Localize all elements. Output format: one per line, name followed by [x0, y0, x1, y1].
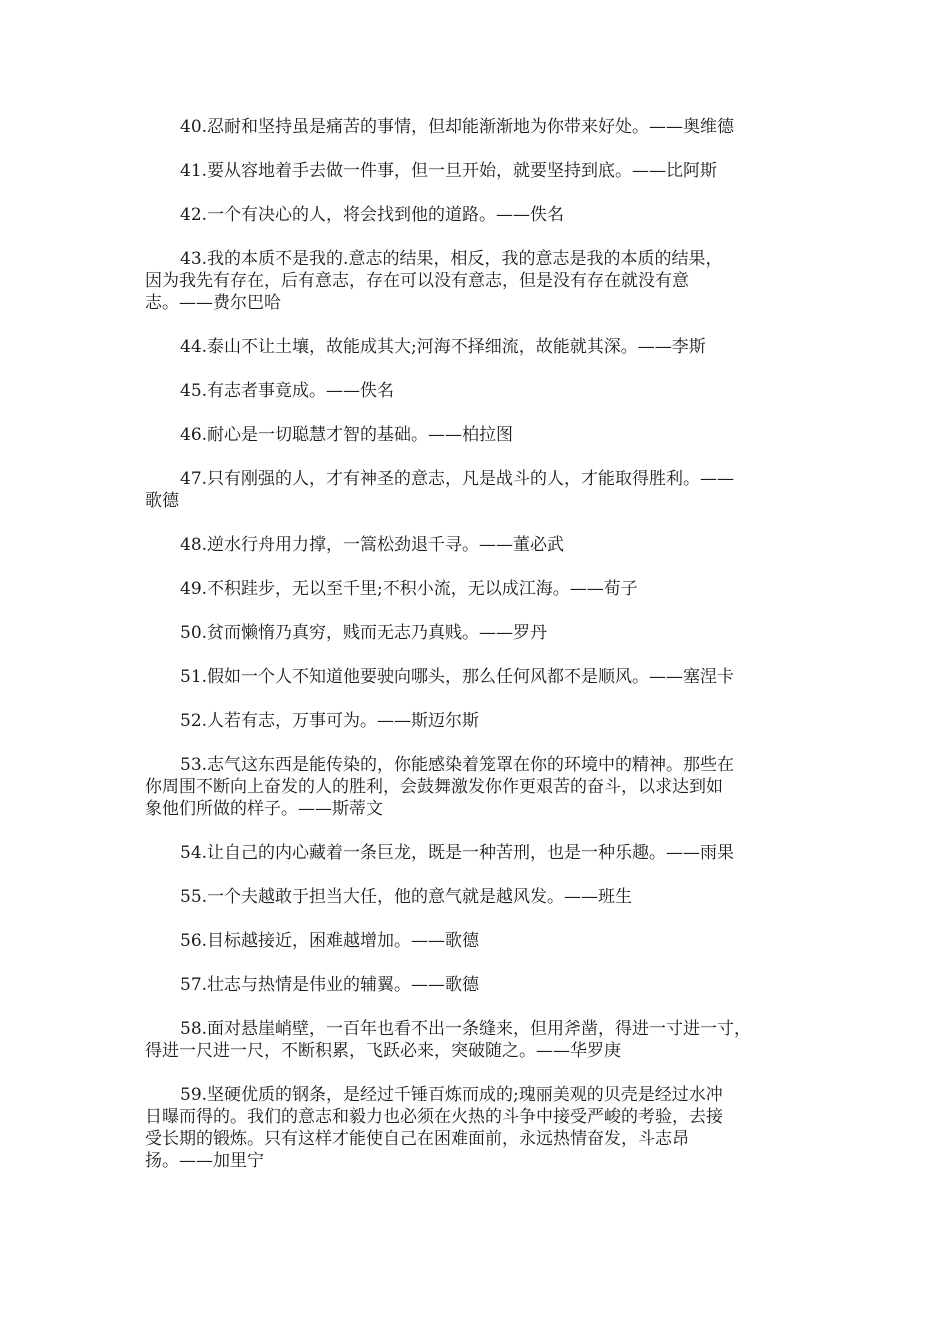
quote-line: 43.我的本质不是我的.意志的结果，相反，我的意志是我的本质的结果，: [180, 249, 723, 269]
quote-57: [145, 974, 815, 996]
quote-59: [145, 1084, 815, 1172]
quote-line: 志。——费尔巴哈: [145, 293, 281, 313]
quote-line: 48.逆水行舟用力撑，一篙松劲退千寻。——董必武: [180, 535, 565, 555]
quote-line: 58.面对悬崖峭壁，一百年也看不出一条缝来，但用斧凿，得进一寸进一寸，: [180, 1019, 752, 1039]
quote-line: 55.一个夫越敢于担当大任，他的意气就是越风发。——班生: [180, 887, 633, 907]
quote-line: 受长期的锻炼。只有这样才能使自己在困难面前，永远热情奋发，斗志昂: [145, 1129, 689, 1149]
quote-line: 因为我先有存在，后有意志，存在可以没有意志，但是没有存在就没有意: [145, 271, 689, 291]
quote-line: 得进一尺进一尺，不断积累，飞跃必来，突破随之。——华罗庚: [145, 1041, 621, 1061]
quote-40: [145, 116, 815, 138]
quote-line: 歌德: [145, 491, 179, 511]
quote-49: [145, 578, 815, 600]
quote-line: 59.坚硬优质的钢条，是经过千锤百炼而成的;瑰丽美观的贝壳是经过水冲: [180, 1085, 723, 1105]
quote-42: [145, 204, 815, 226]
quote-line: 45.有志者事竟成。——佚名: [180, 381, 395, 401]
quote-48: [145, 534, 815, 556]
quote-line: 49.不积跬步，无以至千里;不积小流，无以成江海。——荀子: [180, 579, 638, 599]
quote-line: 52.人若有志，万事可为。——斯迈尔斯: [180, 711, 480, 731]
quote-line: 41.要从容地着手去做一件事，但一旦开始，就要坚持到底。——比阿斯: [180, 161, 718, 181]
quote-50: [145, 622, 815, 644]
quote-line: 日曝而得的。我们的意志和毅力也必须在火热的斗争中接受严峻的考验，去接: [145, 1107, 723, 1127]
quote-44: [145, 336, 815, 358]
quote-line: 扬。——加里宁: [145, 1151, 264, 1171]
quote-52: [145, 710, 815, 732]
quote-line: 你周围不断向上奋发的人的胜利，会鼓舞激发你作更艰苦的奋斗，以求达到如: [145, 777, 723, 797]
quote-line: 57.壮志与热情是伟业的辅翼。——歌德: [180, 975, 480, 995]
quote-56: [145, 930, 815, 952]
quote-line: 44.泰山不让土壤，故能成其大;河海不择细流，故能就其深。——李斯: [180, 337, 706, 357]
quote-line: 47.只有刚强的人，才有神圣的意志，凡是战斗的人，才能取得胜利。——: [180, 469, 735, 489]
quote-51: [145, 666, 815, 688]
quote-line: 54.让自己的内心藏着一条巨龙，既是一种苦刑，也是一种乐趣。——雨果: [180, 843, 735, 863]
quote-45: [145, 380, 815, 402]
quote-line: 40.忍耐和坚持虽是痛苦的事情，但却能渐渐地为你带来好处。——奥维德: [180, 117, 735, 137]
quote-line: 51.假如一个人不知道他要驶向哪头，那么任何风都不是顺风。——塞涅卡: [180, 667, 735, 687]
quote-line: 42.一个有决心的人，将会找到他的道路。——佚名: [180, 205, 565, 225]
quote-53: [145, 754, 815, 820]
quote-46: [145, 424, 815, 446]
quote-line: 46.耐心是一切聪慧才智的基础。——柏拉图: [180, 425, 514, 445]
quote-line: 53.志气这东西是能传染的，你能感染着笼罩在你的环境中的精神。那些在: [180, 755, 735, 775]
quote-line: 象他们所做的样子。——斯蒂文: [145, 799, 383, 819]
quote-43: [145, 248, 815, 314]
quote-55: [145, 886, 815, 908]
quote-58: [145, 1018, 815, 1062]
quote-47: [145, 468, 815, 512]
quote-54: [145, 842, 815, 864]
quote-line: 56.目标越接近，困难越增加。——歌德: [180, 931, 480, 951]
quote-line: 50.贫而懒惰乃真穷，贱而无志乃真贱。——罗丹: [180, 623, 548, 643]
quote-41: [145, 160, 815, 182]
